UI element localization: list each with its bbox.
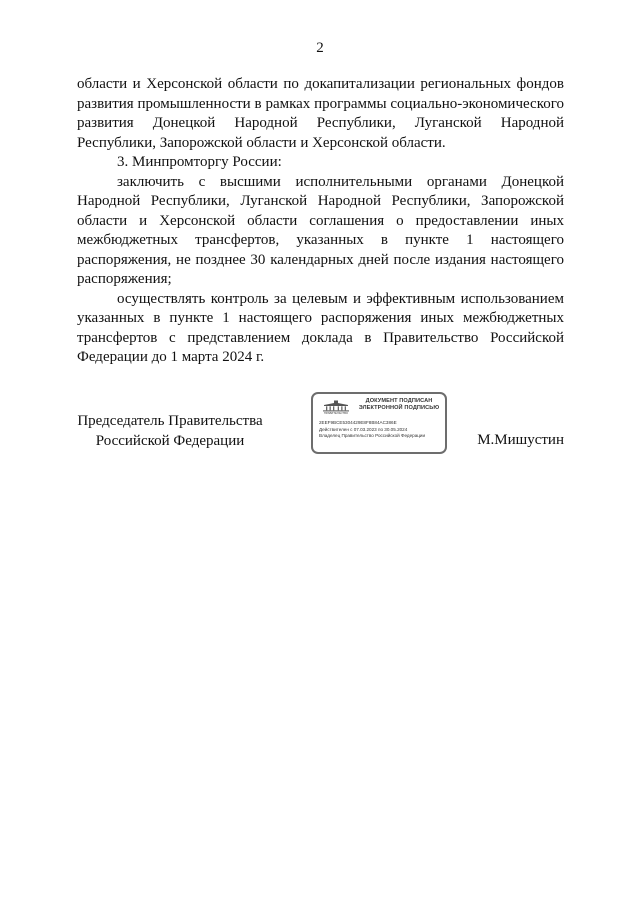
stamp-emblem-caption: ПРАВИТЕЛЬСТВО <box>323 410 349 414</box>
stamp-validity-period: Действителен с 07.03.2023 по 30.05.2024 <box>319 427 408 432</box>
paragraph-conclude-agreements: заключить с высшими исполнительными органами Донецкой Народной Республики, Луганской Народной Республики, Запорожской области и Херсонской области соглашения о предоставлении иных межбюджетных трансфертов, указанных в пункте 1 настоящего распоряжения, не позднее 30 календарных дней после издания настоящего распоряжения; <box>77 173 564 287</box>
stamp-header-line-2: ЭЛЕКТРОННОЙ ПОДПИСЬЮ <box>358 405 440 411</box>
paragraph-continuation: области и Херсонской области по докапитализации региональных фондов развития промышленности в рамках программы социально-экономического развития Донецкой Народной Республики, Луганской Народной Республики, Запорожской области и Херсонской области. <box>77 76 564 151</box>
signer-name: М.Мишустин <box>477 432 564 448</box>
signer-position-line-2: Российской Федерации <box>95 432 245 449</box>
paragraph-control: осуществлять контроль за целевым и эффективным использованием указанных в пункте 1 настоящего распоряжения иных межбюджетных трансфертов с представлением доклада в Правительство Российской Федерации до 1 марта 2024 г. <box>77 290 564 365</box>
stamp-header-line-1: ДОКУМЕНТ ПОДПИСАН <box>365 398 433 404</box>
document-body <box>77 75 564 368</box>
signer-position <box>64 412 276 451</box>
stamp-header <box>353 398 445 412</box>
stamp-certificate-number: 2EEF9BCE5304429E8F8B84AC386E <box>319 420 397 425</box>
electronic-signature-stamp <box>311 392 447 454</box>
page-number: 2 <box>316 40 324 56</box>
government-building-icon <box>319 400 353 414</box>
paragraph-item-3-heading: 3. Минпромторгу России: <box>117 154 282 170</box>
stamp-owner: Владелец Правительство Российской Федерации <box>319 433 426 438</box>
signer-position-line-1: Председатель Правительства <box>77 413 263 429</box>
